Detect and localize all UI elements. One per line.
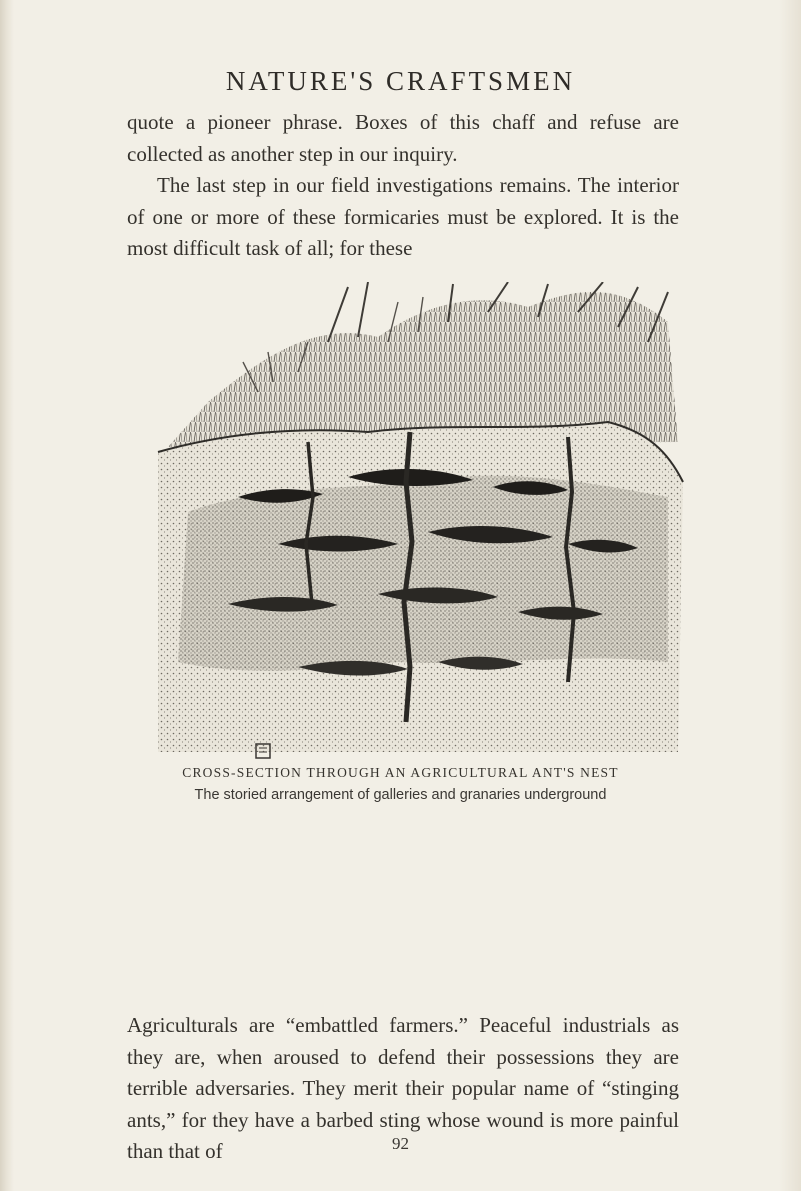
- figure-caption-title: CROSS-SECTION THROUGH AN AGRICULTURAL ANT'S NEST: [182, 765, 619, 780]
- paragraph-continued: quote a pioneer phrase. Boxes of this chaff and refuse are collected as another step in our inquiry.: [127, 110, 679, 166]
- running-head: NATURE'S CRAFTSMEN: [225, 66, 576, 96]
- page-number: 92: [392, 1134, 409, 1153]
- top-text-block: [127, 107, 679, 265]
- paragraph-agriculturals: Agriculturals are “embattled farmers.” Peaceful industrials as they are, when aroused to defend their possessions they are terrible adversaries. They merit their popular name of “stinging ants,” for they have a barbed sting whose wound is more painful than that of: [127, 1013, 679, 1163]
- nest-cross-section-illustration: [148, 282, 688, 762]
- page-outer-edge: [779, 0, 801, 1191]
- paragraph-field-investigations: The last step in our field investigations remains. The interior of one or more of these formicaries must be explored. It is the most difficult task of all; for these: [127, 173, 679, 260]
- figure-caption-subtitle: The storied arrangement of galleries and granaries underground: [194, 787, 607, 803]
- page-binding-edge: [0, 0, 14, 1191]
